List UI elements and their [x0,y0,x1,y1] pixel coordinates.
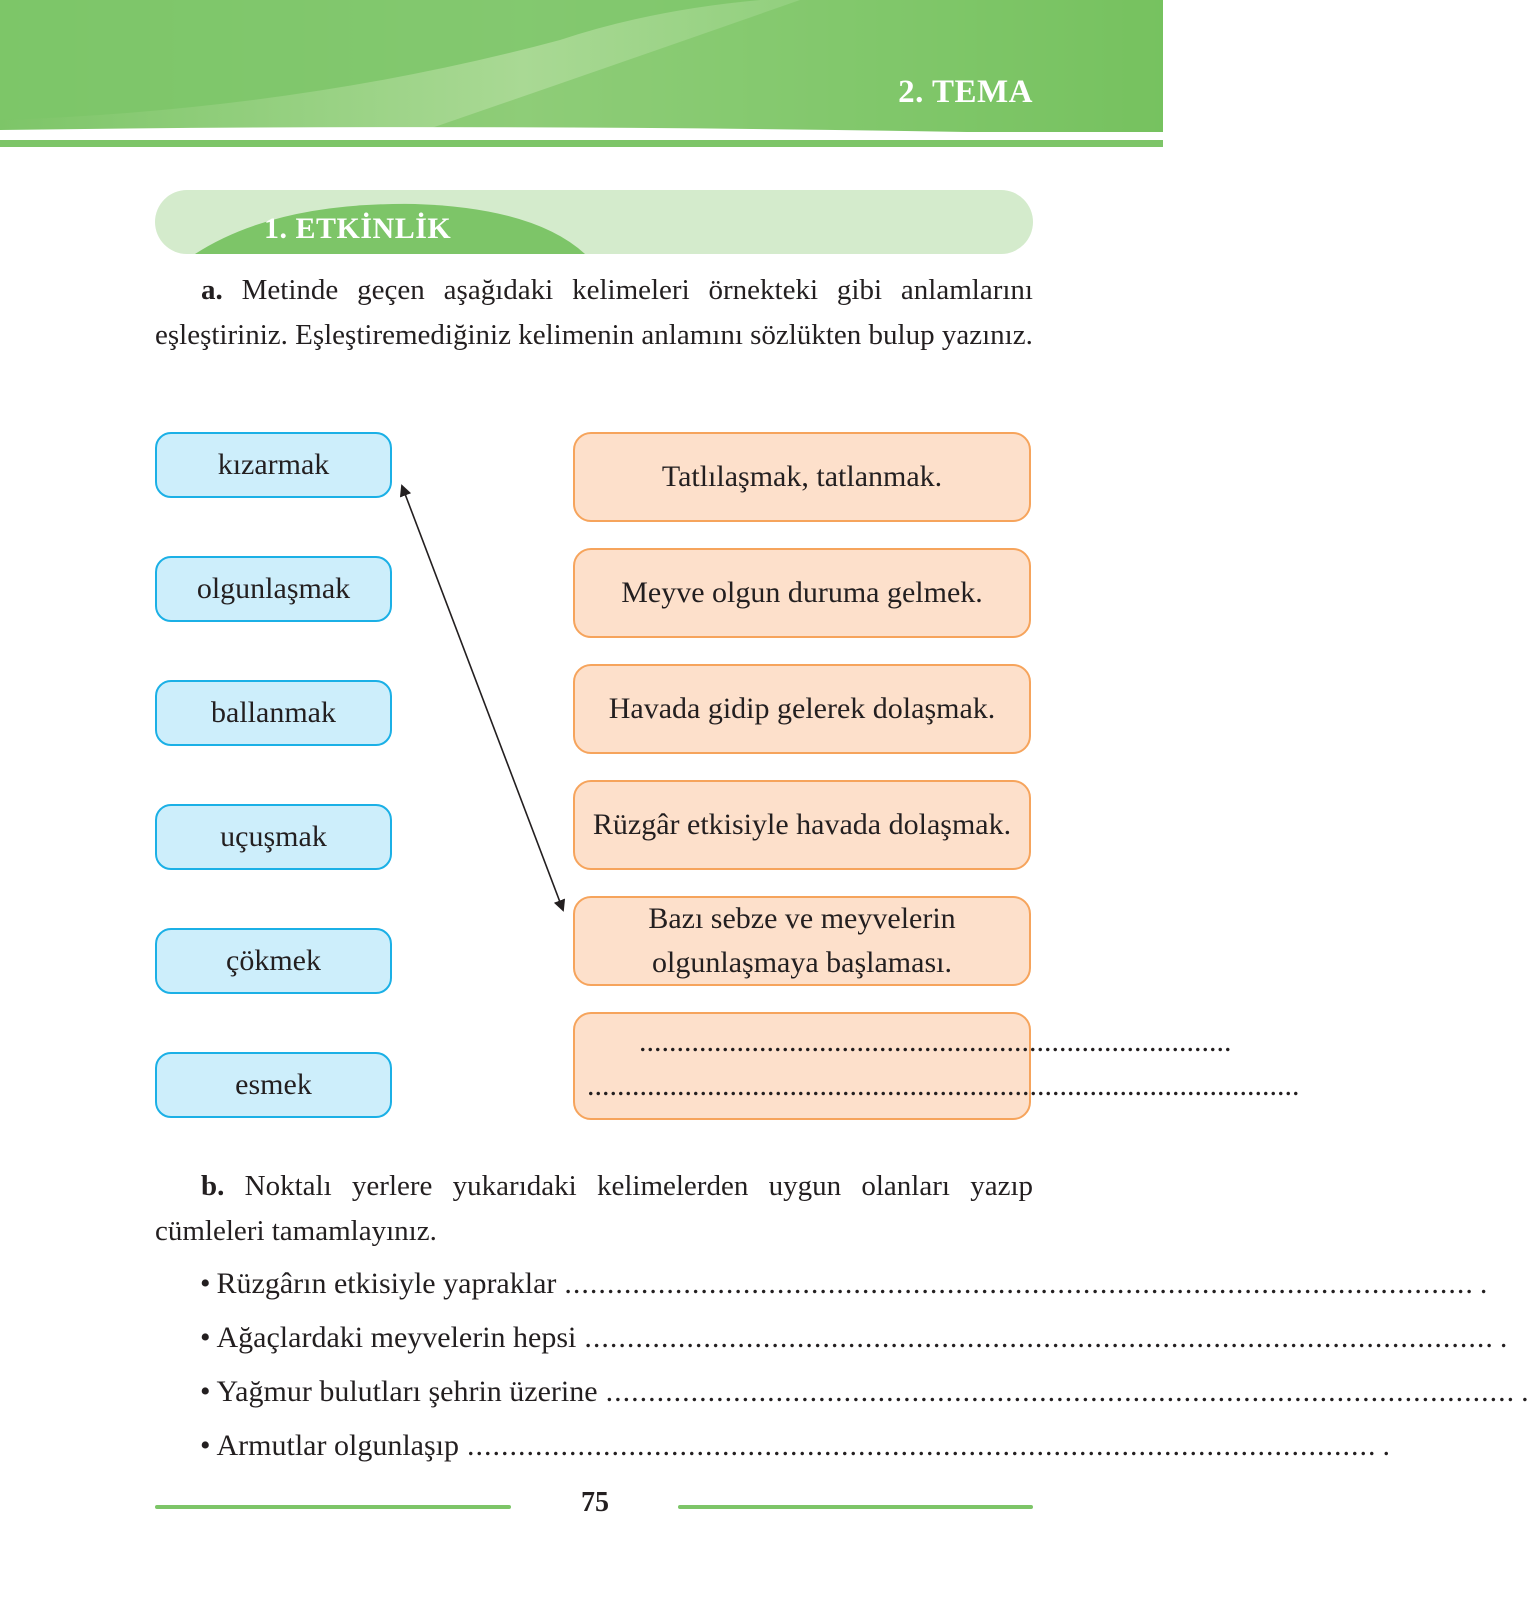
completion-item-2 [200,1316,1508,1360]
definition-box-1[interactable]: Tatlılaşmak, tatlanmak. [573,432,1031,522]
bullet: • [200,1429,211,1462]
word-box-ballanmak[interactable]: ballanmak [155,680,392,746]
activity-banner [155,190,1033,254]
definition-box-5[interactable]: Bazı sebze ve meyvelerin olgunlaşmaya başlaması. [573,896,1031,986]
item-end: . [1479,1267,1488,1300]
part-a-text: Metinde geçen aşağıdaki kelimeleri örnekteki gibi anlamlarını eşleştiriniz. Eşleştiremediğiniz kelimenin anlamını sözlükten bulup yazınız. [155,274,1033,351]
item-text: Armutlar olgunlaşıp [216,1429,459,1462]
bullet: • [200,1375,211,1408]
footer-divider-left [155,1505,511,1509]
definition-box-blank[interactable] [573,1012,1300,1120]
activity-title: 1. ETKİNLİK [264,212,452,245]
item-text: Yağmur bulutları şehrin üzerine [216,1375,598,1408]
blank-answer-line-2[interactable]: ............................................................................................... [587,1069,1300,1102]
answer-blank-2[interactable]: ........................................................................................................... [584,1321,1494,1354]
answer-blank-1[interactable]: ........................................................................................................... [564,1267,1474,1300]
page-number: 75 [581,1487,609,1518]
part-b-label: b. [201,1170,225,1202]
part-b-text: Noktalı yerlere yukarıdaki kelimelerden uygun olanları yazıp cümleleri tamamlayınız. [155,1170,1034,1247]
part-a-label: a. [201,274,223,306]
definition-box-3[interactable]: Havada gidip gelerek dolaşmak. [573,664,1031,754]
part-b-instruction [155,1164,1033,1254]
item-end: . [1499,1321,1508,1354]
word-box-ucusmak[interactable]: uçuşmak [155,804,392,870]
blank-answer-line-1[interactable]: ............................................................................... [639,1025,1232,1058]
item-end: . [1521,1375,1529,1408]
word-box-esmek[interactable]: esmek [155,1052,392,1118]
definition-box-4[interactable]: Rüzgâr etkisiyle havada dolaşmak. [573,780,1031,870]
word-box-olgunlasmak[interactable]: olgunlaşmak [155,556,392,622]
bullet: • [200,1321,211,1354]
answer-blank-4[interactable]: ........................................................................................................... [466,1429,1377,1462]
part-a-instruction [155,268,1033,358]
page-header [0,0,1163,150]
bullet: • [200,1267,211,1300]
word-box-cokmek[interactable]: çökmek [155,928,392,994]
item-end: . [1382,1429,1390,1462]
theme-title: 2. TEMA [898,74,1033,110]
definition-box-2[interactable]: Meyve olgun duruma gelmek. [573,548,1031,638]
item-text: Ağaçlardaki meyvelerin hepsi [216,1321,577,1354]
completion-item-4 [200,1424,1390,1468]
completion-item-3 [200,1370,1529,1414]
word-box-kizarmak[interactable]: kızarmak [155,432,392,498]
completion-item-1 [200,1262,1488,1306]
item-text: Rüzgârın etkisiyle yapraklar [216,1267,557,1300]
footer-divider-right [678,1505,1033,1509]
answer-blank-3[interactable]: ........................................................................................................... [605,1375,1516,1408]
